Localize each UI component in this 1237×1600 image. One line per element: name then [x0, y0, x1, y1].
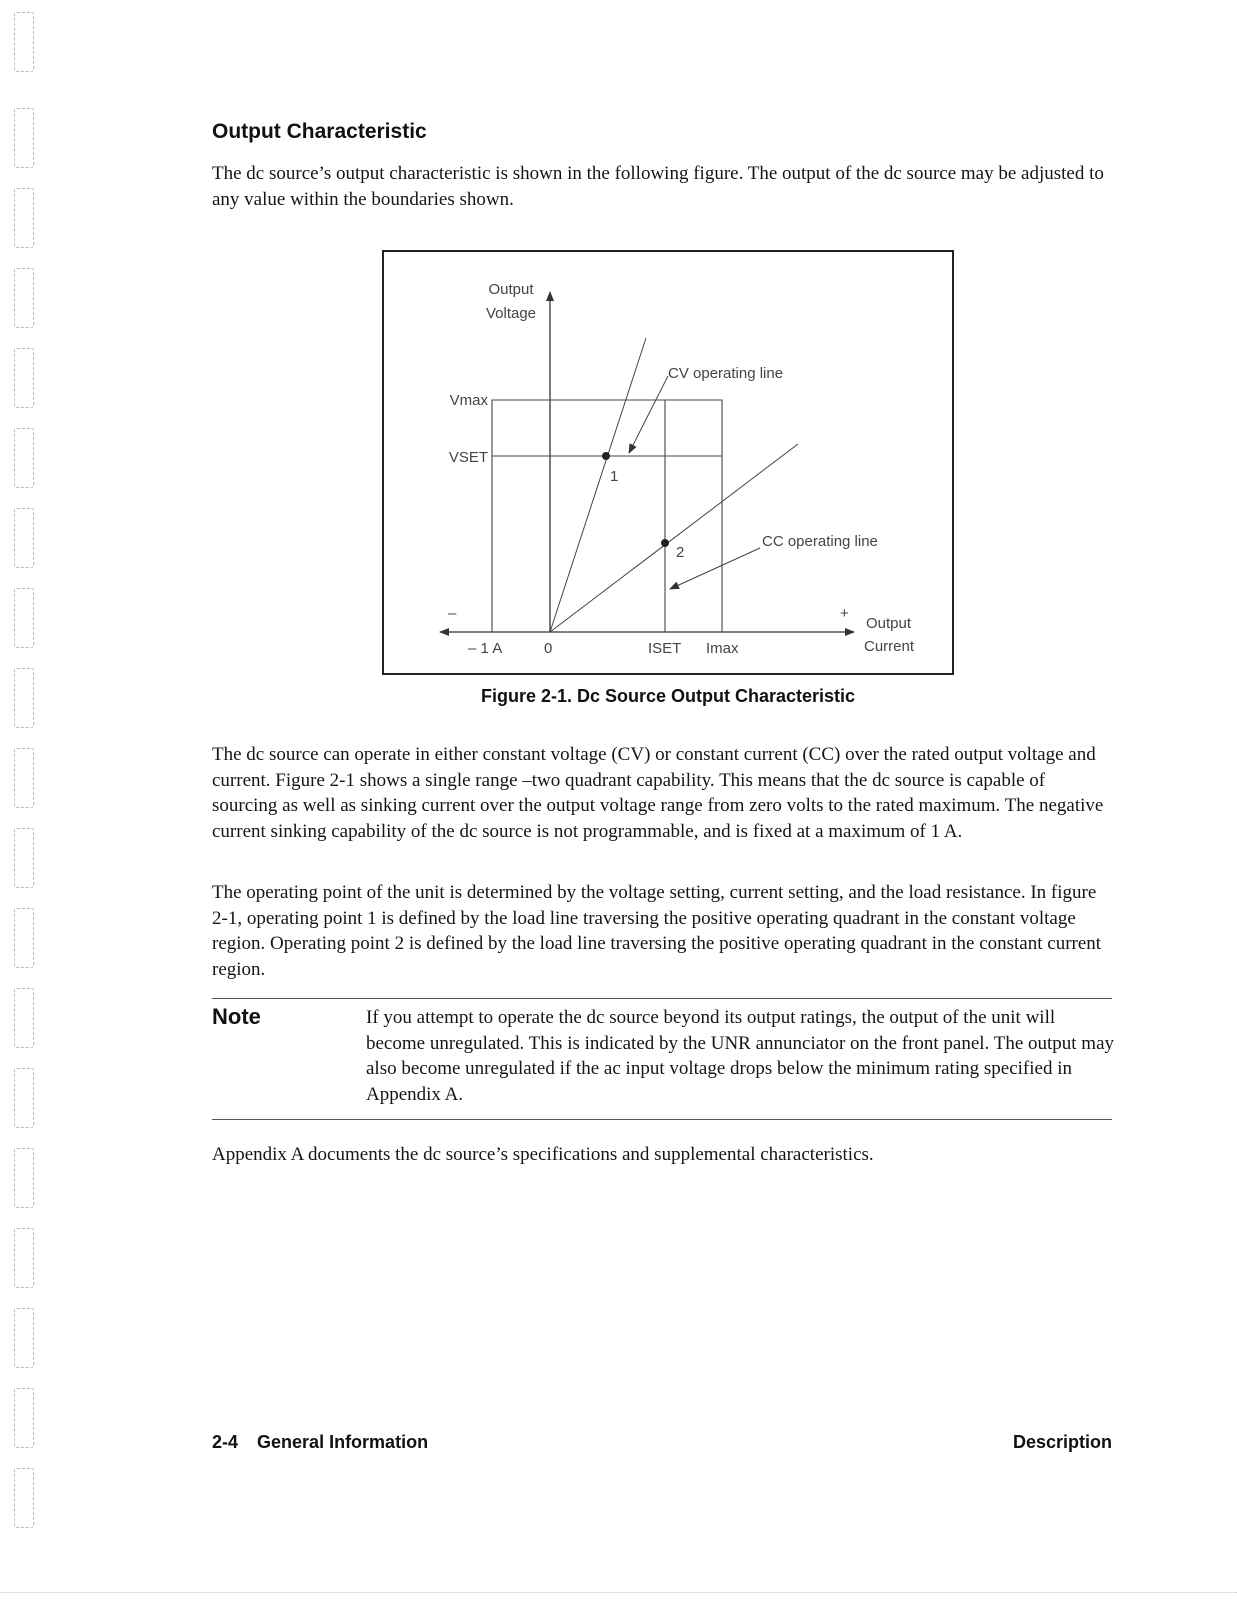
binder-hole — [14, 1068, 34, 1128]
binder-hole — [14, 108, 34, 168]
operating-point-1 — [602, 452, 610, 460]
output-characteristic-diagram — [384, 252, 952, 673]
cc-line-label: CC operating line — [762, 533, 878, 550]
binder-hole — [14, 188, 34, 248]
binder-hole — [14, 668, 34, 728]
figure-caption: Figure 2-1. Dc Source Output Characteristic — [480, 686, 856, 706]
binder-hole — [14, 828, 34, 888]
operating-boundary — [492, 400, 722, 632]
footer-left — [212, 1432, 428, 1453]
vset-label: VSET — [448, 449, 488, 466]
binder-hole — [14, 1388, 34, 1448]
binder-hole — [14, 1228, 34, 1288]
y-axis-label-line1: Output — [488, 281, 534, 298]
operating-point-2 — [661, 539, 669, 547]
note-top-rule — [212, 998, 1112, 999]
binder-holes — [14, 0, 38, 1600]
point-2-label: 2 — [676, 544, 685, 561]
chapter-title: General Information — [257, 1432, 429, 1452]
page-edge — [0, 1592, 1237, 1593]
binder-hole — [14, 1308, 34, 1368]
negative-sign: – — [448, 605, 457, 622]
cv-load-line — [550, 338, 646, 632]
note-text: If you attempt to operate the dc source beyond its output ratings, the output of the unit will become unregulated. This is indicated by the UNR annunciator on the front panel. The output may also become unregulated if the ac input voltage drops below the minimum rating specified in Appendix A. — [366, 1007, 1115, 1105]
page-number: 2-4 — [212, 1432, 239, 1452]
appendix-paragraph: Appendix A documents the dc source’s specifications and supplemental characteristics. — [212, 1144, 874, 1165]
output-characteristic-figure — [382, 250, 954, 675]
intro-paragraph: The dc source’s output characteristic is shown in the following figure. The output of the dc source may be adjusted to any value within the boundaries shown. — [212, 163, 1104, 210]
vmax-label: Vmax — [449, 392, 488, 409]
cv-line-label: CV operating line — [668, 365, 784, 382]
y-axis-label-line2: Voltage — [485, 305, 537, 322]
operating-point-paragraph: The operating point of the unit is determined by the voltage setting, current setting, and the load resistance. In figure 2-1, operating point 1 is defined by the load line traversing the positive operating quadrant in the constant voltage region. Operating point 2 is defined by the load line traversing the positive operating quadrant in the constant current region. — [212, 882, 1102, 980]
note-bottom-rule — [212, 1119, 1112, 1120]
binder-hole — [14, 908, 34, 968]
note-label: Note — [212, 1004, 261, 1029]
binder-hole — [14, 268, 34, 328]
point-1-label: 1 — [610, 468, 619, 485]
binder-hole — [14, 1468, 34, 1528]
section-title: Output Characteristic — [212, 120, 427, 143]
neg-1a-label: – 1 A — [468, 640, 503, 657]
binder-hole — [14, 12, 34, 72]
cc-load-line — [550, 444, 798, 632]
binder-hole — [14, 1148, 34, 1208]
binder-hole — [14, 348, 34, 408]
x-axis-label-line2: Current — [864, 638, 915, 655]
positive-sign: + — [840, 605, 849, 622]
binder-hole — [14, 588, 34, 648]
binder-hole — [14, 428, 34, 488]
zero-label: 0 — [544, 640, 553, 657]
x-axis-label-line1: Output — [866, 615, 912, 632]
operation-paragraph: The dc source can operate in either constant voltage (CV) or constant current (CC) over the rated output voltage and current. Figure 2-1 shows a single range –two quadrant capability. This means that the dc source is capable of sourcing as well as sinking current over the output voltage range from zero volts to the rated maximum. The negative current sinking capability of the dc source is not programmable, and is fixed at a maximum of 1 A. — [212, 744, 1104, 842]
iset-label: ISET — [648, 640, 682, 657]
cv-label-pointer — [629, 376, 668, 453]
binder-hole — [14, 988, 34, 1048]
binder-hole — [14, 748, 34, 808]
imax-label: Imax — [706, 640, 739, 657]
footer-section: Description — [1012, 1432, 1112, 1452]
binder-hole — [14, 508, 34, 568]
